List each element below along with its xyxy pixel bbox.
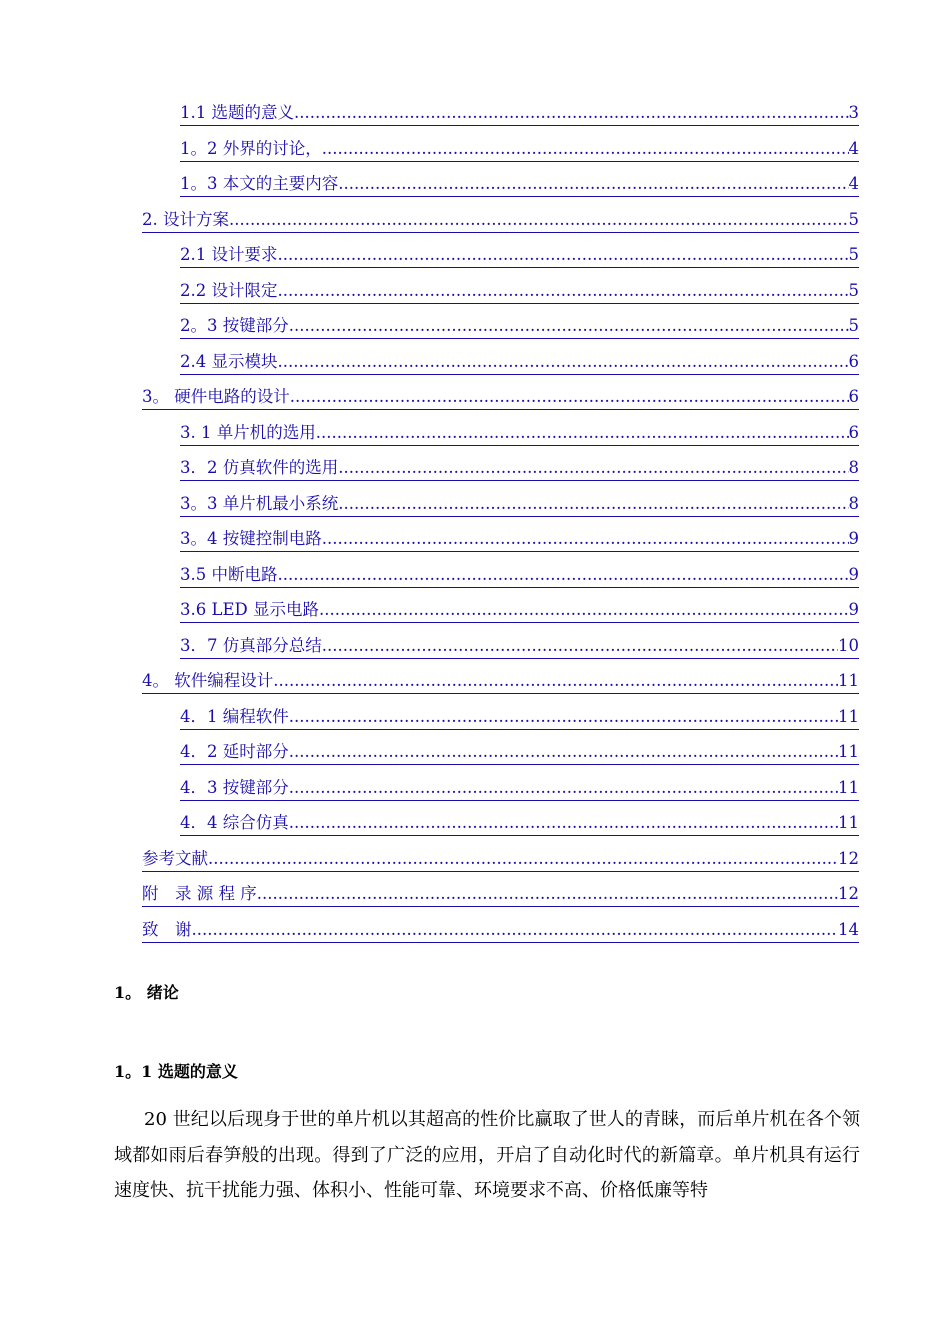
toc-entry-3-1[interactable]: [180, 412, 859, 446]
toc-entry-1-2[interactable]: [180, 128, 859, 162]
toc-entry-page: 9: [849, 599, 860, 623]
toc-entry-title: 1.1 选题的意义: [180, 102, 294, 126]
toc-dot-leader: [278, 280, 849, 304]
toc-dot-leader: [257, 883, 838, 907]
toc-dot-leader: [278, 564, 849, 588]
toc-entry-title: 3. 1 单片机的选用: [180, 422, 316, 446]
toc-entry-page: 8: [849, 493, 860, 517]
toc-entry-page: 11: [838, 670, 859, 694]
toc-entry-page: 12: [838, 848, 859, 872]
toc-entry-3[interactable]: [142, 376, 859, 410]
toc-entry-title: 致 谢: [142, 919, 192, 943]
toc-dot-leader: [338, 493, 848, 517]
toc-entry-page: 4: [849, 138, 860, 162]
toc-entry-3-2[interactable]: [180, 447, 859, 481]
toc-dot-leader: [322, 138, 849, 162]
toc-entry-title: 3．7 仿真部分总结: [180, 635, 322, 659]
toc-entry-title: 4。 软件编程设计: [142, 670, 273, 694]
toc-entry-2-1[interactable]: [180, 234, 859, 268]
toc-dot-leader: [289, 741, 838, 765]
toc-dot-leader: [319, 599, 849, 623]
toc-entry-title: 3.5 中断电路: [180, 564, 278, 588]
toc-entry-4[interactable]: [142, 660, 859, 694]
toc-entry-appendix[interactable]: [142, 873, 859, 907]
toc-dot-leader: [208, 848, 838, 872]
toc-entry-page: 5: [849, 280, 860, 304]
toc-entry-4-1[interactable]: [180, 696, 859, 730]
toc-dot-leader: [294, 102, 849, 126]
toc-dot-leader: [322, 635, 838, 659]
toc-dot-leader: [289, 812, 838, 836]
toc-entry-title: 2.1 设计要求: [180, 244, 278, 268]
toc-dot-leader: [278, 351, 849, 375]
toc-entry-title: 2. 设计方案: [142, 209, 229, 233]
toc-entry-title: 4．1 编程软件: [180, 706, 289, 730]
toc-entry-references[interactable]: [142, 838, 859, 872]
toc-entry-title: 4．2 延时部分: [180, 741, 289, 765]
toc-entry-page: 6: [849, 386, 860, 410]
toc-entry-3-7[interactable]: [180, 625, 859, 659]
toc-entry-3-6[interactable]: [180, 589, 859, 623]
toc-entry-page: 4: [849, 173, 860, 197]
toc-entry-4-4[interactable]: [180, 802, 859, 836]
toc-entry-title: 3.6 LED 显示电路: [180, 599, 319, 623]
toc-entry-page: 11: [838, 812, 859, 836]
toc-dot-leader: [289, 777, 838, 801]
toc-entry-4-2[interactable]: [180, 731, 859, 765]
toc-entry-title: 1。2 外界的讨论，: [180, 138, 322, 162]
toc-dot-leader: [278, 244, 849, 268]
toc-entry-3-3[interactable]: [180, 483, 859, 517]
toc-entry-3-5[interactable]: [180, 554, 859, 588]
toc-entry-title: 附 录 源 程 序: [142, 883, 257, 907]
toc-entry-acknowledgements[interactable]: [142, 909, 859, 943]
toc-entry-4-3[interactable]: [180, 767, 859, 801]
toc-entry-page: 9: [849, 564, 860, 588]
toc-entry-2[interactable]: [142, 199, 859, 233]
toc-entry-title: 3。 硬件电路的设计: [142, 386, 290, 410]
toc-entry-page: 10: [838, 635, 859, 659]
toc-entry-page: 14: [838, 919, 859, 943]
toc-entry-2-3[interactable]: [180, 305, 859, 339]
toc-entry-page: 5: [849, 244, 860, 268]
toc-entry-1-1[interactable]: [180, 92, 859, 126]
toc-entry-page: 11: [838, 706, 859, 730]
toc-entry-2-4[interactable]: [180, 341, 859, 375]
toc-entry-title: 3。3 单片机最小系统: [180, 493, 338, 517]
toc-entry-title: 2。3 按键部分: [180, 315, 289, 339]
toc-dot-leader: [229, 209, 849, 233]
toc-dot-leader: [290, 386, 849, 410]
body-paragraph: 20 世纪以后现身于世的单片机以其超高的性价比赢取了世人的青睐，而后单片机在各个领域都如雨后春笋般的出现。得到了广泛的应用，开启了自动化时代的新篇章。单片机具有运行速度快、抗干扰能力强、体积小、性能可靠、环境要求不高、价格低廉等特: [114, 1109, 860, 1201]
toc-entry-title: 4．3 按键部分: [180, 777, 289, 801]
toc-dot-leader: [316, 422, 849, 446]
toc-entry-page: 6: [849, 422, 860, 446]
toc-dot-leader: [289, 315, 849, 339]
toc-entry-page: 9: [849, 528, 860, 552]
toc-entry-title: 2.4 显示模块: [180, 351, 278, 375]
toc-entry-page: 5: [849, 209, 860, 233]
toc-dot-leader: [289, 706, 838, 730]
toc-dot-leader: [322, 528, 849, 552]
toc-entry-title: 2.2 设计限定: [180, 280, 278, 304]
toc-entry-title: 3。4 按键控制电路: [180, 528, 322, 552]
toc-entry-title: 3．2 仿真软件的选用: [180, 457, 338, 481]
toc-entry-title: 参考文献: [142, 848, 208, 872]
toc-dot-leader: [338, 173, 848, 197]
toc-entry-page: 11: [838, 741, 859, 765]
toc-entry-page: 11: [838, 777, 859, 801]
section-heading: 1。1 选题的意义: [114, 1062, 238, 1081]
toc-dot-leader: [192, 919, 839, 943]
toc-entry-page: 3: [849, 102, 860, 126]
toc-entry-page: 8: [849, 457, 860, 481]
toc-entry-1-3[interactable]: [180, 163, 859, 197]
toc-dot-leader: [273, 670, 838, 694]
toc-entry-title: 1。3 本文的主要内容: [180, 173, 338, 197]
toc-dot-leader: [338, 457, 848, 481]
toc-entry-2-2[interactable]: [180, 270, 859, 304]
toc-entry-title: 4．4 综合仿真: [180, 812, 289, 836]
toc-entry-page: 12: [838, 883, 859, 907]
chapter-heading: 1。 绪论: [114, 983, 179, 1002]
toc-entry-page: 5: [849, 315, 860, 339]
toc-entry-3-4[interactable]: [180, 518, 859, 552]
toc-entry-page: 6: [849, 351, 860, 375]
